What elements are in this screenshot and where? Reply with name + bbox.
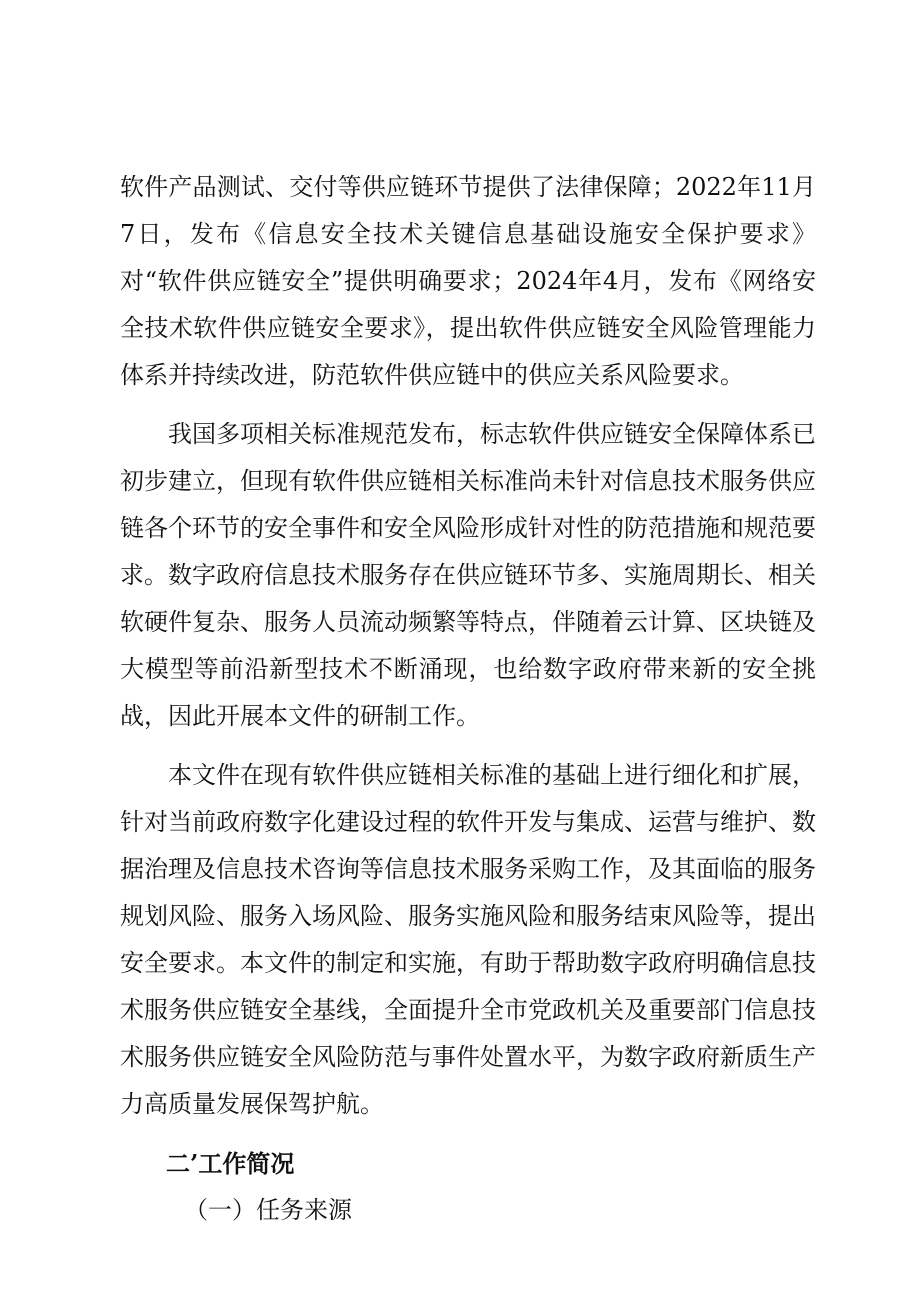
subsection-heading-task-source: （一）任务来源: [184, 1196, 352, 1224]
paragraph-document-purpose: 本文件在现有软件供应链相关标准的基础上进行细化和扩展，针对当前政府数字化建设过程的软件开发与集成、运营与维护、数据治理及信息技术咨询等信息技术服务采购工作，及其面临的服务规划风险、服务入场风险、服务实施风险和服务结束风险等，提出安全要求。本文件的制定和实施，有助于帮助数字政府明确信息技术服务供应链安全基线，全面提升全市党政机关及重要部门信息技术服务供应链安全风险防范与事件处置水平，为数字政府新质生产力高质量发展保驾护航。: [120, 761, 816, 1118]
paragraph-standards-status: 我国多项相关标准规范发布，标志软件供应链安全保障体系已初步建立，但现有软件供应链相关标准尚未针对信息技术服务供应链各个环节的安全事件和安全风险形成针对性的防范措施和规范要求。数字政府信息技术服务存在供应链环节多、实施周期长、相关软硬件复杂、服务人员流动频繁等特点，伴随着云计算、区块链及大模型等前沿新型技术不断涌现，也给数字政府带来新的安全挑战，因此开展本文件的研制工作。: [120, 420, 816, 730]
section-heading-work-overview: 二’工作简况: [166, 1149, 295, 1178]
document-body: [120, 164, 816, 1234]
paragraph-legal-background: 软件产品测试、交付等供应链环节提供了法律保障；2022年11月7日，发布《信息安全技术关键信息基础设施安全保护要求》对“软件供应链安全”提供明确要求；2024年4月，发布《网络安全技术软件供应链安全要求》，提出软件供应链安全风险管理能力体系并持续改进，防范软件供应链中的供应关系风险要求。: [120, 173, 816, 389]
